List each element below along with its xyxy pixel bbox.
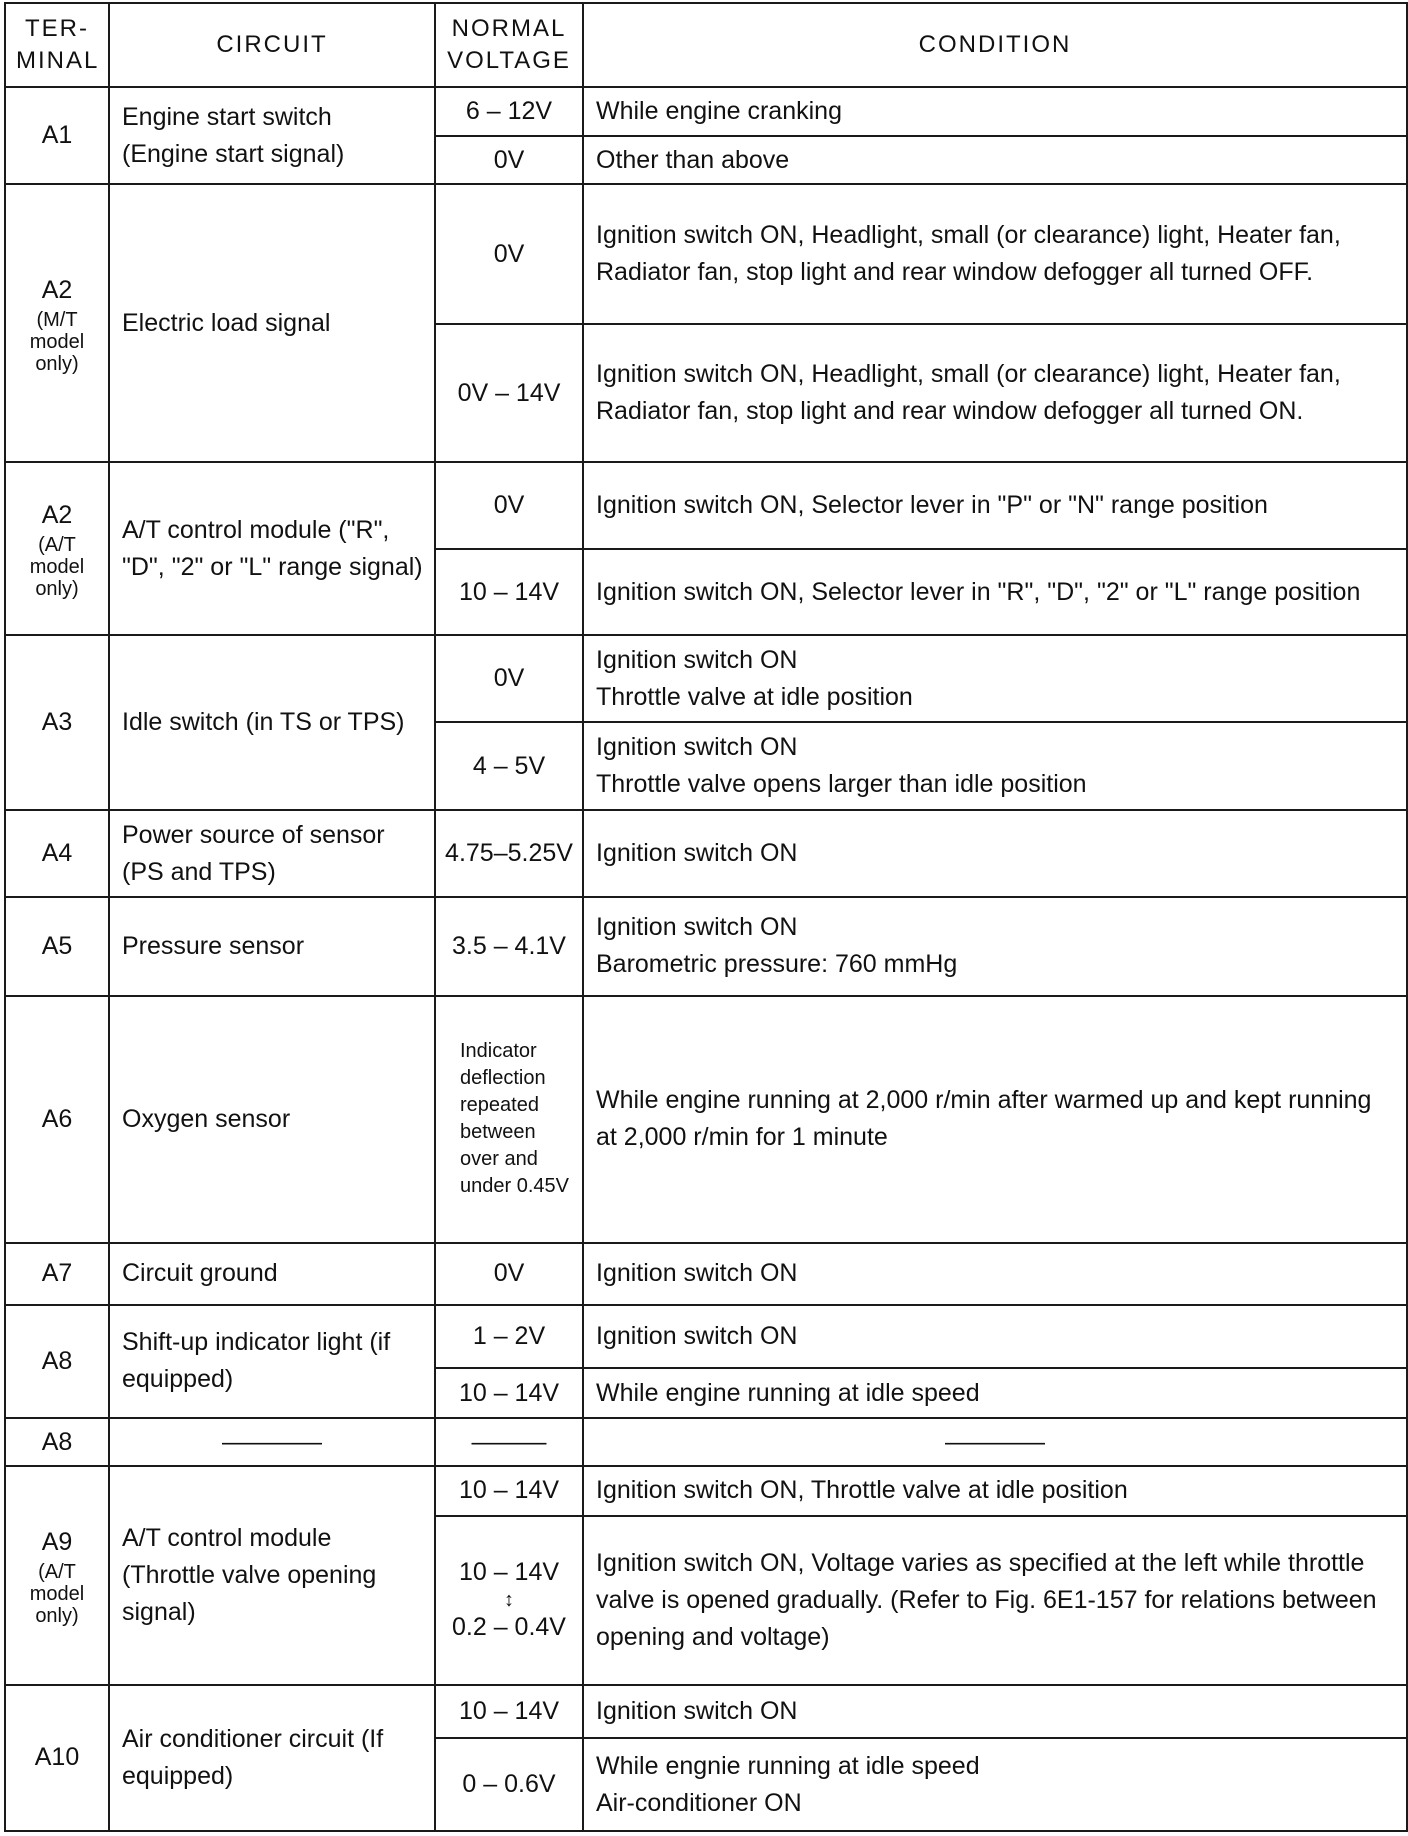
condition-cell: Ignition switch ON xyxy=(583,1305,1407,1369)
voltage-cell: 10 – 14V xyxy=(435,1466,583,1515)
table-row xyxy=(5,1466,1407,1515)
voltage-cell xyxy=(435,1516,583,1685)
condition-cell: Ignition switch ON, Throttle valve at idle position xyxy=(583,1466,1407,1515)
condition-line: While engnie running at idle speed xyxy=(596,1751,980,1780)
terminal-label: A2 xyxy=(41,501,73,530)
condition-line: Ignition switch ON xyxy=(596,733,798,762)
terminal-voltage-table xyxy=(4,2,1408,1832)
circuit-cell: Electric load signal xyxy=(109,184,435,462)
terminal-label: A9 xyxy=(41,1527,73,1556)
header-condition: CONDITION xyxy=(583,3,1407,87)
terminal-cell: A8 xyxy=(5,1305,109,1418)
table-row xyxy=(5,87,1407,135)
table-row xyxy=(5,1685,1407,1739)
table-row xyxy=(5,996,1407,1243)
condition-line: Ignition switch ON xyxy=(596,645,798,674)
condition-cell: ———— xyxy=(583,1418,1407,1466)
condition-cell xyxy=(583,1738,1407,1831)
condition-cell: Ignition switch ON, Headlight, small (or clearance) light, Heater fan, Radiator fan, stop light and rear window defogger all turned OFF. xyxy=(583,184,1407,324)
circuit-cell: ———— xyxy=(109,1418,435,1466)
condition-cell: Ignition switch ON xyxy=(583,1243,1407,1305)
voltage-cell: 10 – 14V xyxy=(435,549,583,636)
voltage-cell: 6 – 12V xyxy=(435,87,583,135)
condition-cell: Ignition switch ON, Headlight, small (or clearance) light, Heater fan, Radiator fan, stop light and rear window defogger all turned ON. xyxy=(583,324,1407,462)
header-terminal: TER- MINAL xyxy=(5,3,109,87)
voltage-cell: 0V – 14V xyxy=(435,324,583,462)
table-row xyxy=(5,810,1407,897)
condition-cell: While engine cranking xyxy=(583,87,1407,135)
circuit-cell: Circuit ground xyxy=(109,1243,435,1305)
header-circuit: CIRCUIT xyxy=(109,3,435,87)
condition-cell xyxy=(583,897,1407,996)
voltage-cell: 4.75–5.25V xyxy=(435,810,583,897)
voltage-cell: 0V xyxy=(435,136,583,184)
terminal-label: A2 xyxy=(41,275,73,304)
header-row xyxy=(5,3,1407,87)
voltage-cell: 0 – 0.6V xyxy=(435,1738,583,1831)
table-row xyxy=(5,1243,1407,1305)
table-row xyxy=(5,184,1407,324)
voltage-upper: 10 – 14V xyxy=(458,1558,560,1587)
condition-cell xyxy=(583,635,1407,722)
voltage-cell: 1 – 2V xyxy=(435,1305,583,1369)
table-row xyxy=(5,1418,1407,1466)
voltage-cell: 3.5 – 4.1V xyxy=(435,897,583,996)
terminal-sublabel: (A/T model only) xyxy=(29,1560,85,1627)
circuit-cell: Idle switch (in TS or TPS) xyxy=(109,635,435,810)
voltage-cell: 10 – 14V xyxy=(435,1685,583,1739)
terminal-cell: A10 xyxy=(5,1685,109,1831)
circuit-cell: Air conditioner circuit (If equipped) xyxy=(109,1685,435,1831)
condition-cell: While engine running at 2,000 r/min after warmed up and kept running at 2,000 r/min for 1 minute xyxy=(583,996,1407,1243)
circuit-cell: Engine start switch (Engine start signal) xyxy=(109,87,435,184)
condition-line: Air-conditioner ON xyxy=(596,1788,802,1817)
voltage-cell: 0V xyxy=(435,184,583,324)
voltage-cell: Indicator deflection repeated between over and under 0.45V xyxy=(435,996,583,1243)
terminal-cell: A3 xyxy=(5,635,109,810)
voltage-cell: ——— xyxy=(435,1418,583,1466)
table-row xyxy=(5,462,1407,549)
terminal-sublabel: (M/T model only) xyxy=(29,308,85,375)
voltage-cell: 0V xyxy=(435,462,583,549)
voltage-cell: 0V xyxy=(435,635,583,722)
condition-cell xyxy=(583,722,1407,811)
voltage-cell: 4 – 5V xyxy=(435,722,583,811)
terminal-cell xyxy=(5,462,109,635)
condition-line: Throttle valve opens larger than idle position xyxy=(596,770,1087,799)
terminal-sublabel: (A/T model only) xyxy=(29,534,85,601)
circuit-cell: A/T control module ("R", "D", "2" or "L" range signal) xyxy=(109,462,435,635)
terminal-cell: A6 xyxy=(5,996,109,1243)
condition-line: Throttle valve at idle position xyxy=(596,682,913,711)
condition-line: Ignition switch ON xyxy=(596,913,798,942)
table-row xyxy=(5,1305,1407,1369)
terminal-cell: A7 xyxy=(5,1243,109,1305)
circuit-cell: Power source of sensor (PS and TPS) xyxy=(109,810,435,897)
header-voltage: NORMAL VOLTAGE xyxy=(435,3,583,87)
terminal-cell: A8 xyxy=(5,1418,109,1466)
condition-cell: Ignition switch ON, Selector lever in "P" or "N" range position xyxy=(583,462,1407,549)
condition-cell: While engine running at idle speed xyxy=(583,1368,1407,1417)
circuit-cell: Shift-up indicator light (if equipped) xyxy=(109,1305,435,1418)
terminal-cell: A4 xyxy=(5,810,109,897)
voltage-cell: 10 – 14V xyxy=(435,1368,583,1417)
table-row xyxy=(5,897,1407,996)
circuit-cell: Pressure sensor xyxy=(109,897,435,996)
voltage-cell: 0V xyxy=(435,1243,583,1305)
condition-cell: Ignition switch ON, Selector lever in "R", "D", "2" or "L" range position xyxy=(583,549,1407,636)
table-row xyxy=(5,635,1407,722)
condition-cell: Ignition switch ON xyxy=(583,810,1407,897)
condition-cell: Other than above xyxy=(583,136,1407,184)
condition-cell: Ignition switch ON xyxy=(583,1685,1407,1739)
circuit-cell: A/T control module (Throttle valve opening signal) xyxy=(109,1466,435,1684)
condition-line: Barometric pressure: 760 mmHg xyxy=(596,950,958,979)
terminal-cell xyxy=(5,184,109,462)
terminal-cell: A1 xyxy=(5,87,109,184)
terminal-cell: A5 xyxy=(5,897,109,996)
circuit-cell: Oxygen sensor xyxy=(109,996,435,1243)
condition-cell: Ignition switch ON, Voltage varies as specified at the left while throttle valve is opened gradually. (Refer to Fig. 6E1-157 for relations between opening and voltage) xyxy=(583,1516,1407,1685)
voltage-lower: 0.2 – 0.4V xyxy=(452,1613,566,1642)
terminal-cell xyxy=(5,1466,109,1684)
up-down-arrow-icon: ↕ xyxy=(504,1589,514,1612)
